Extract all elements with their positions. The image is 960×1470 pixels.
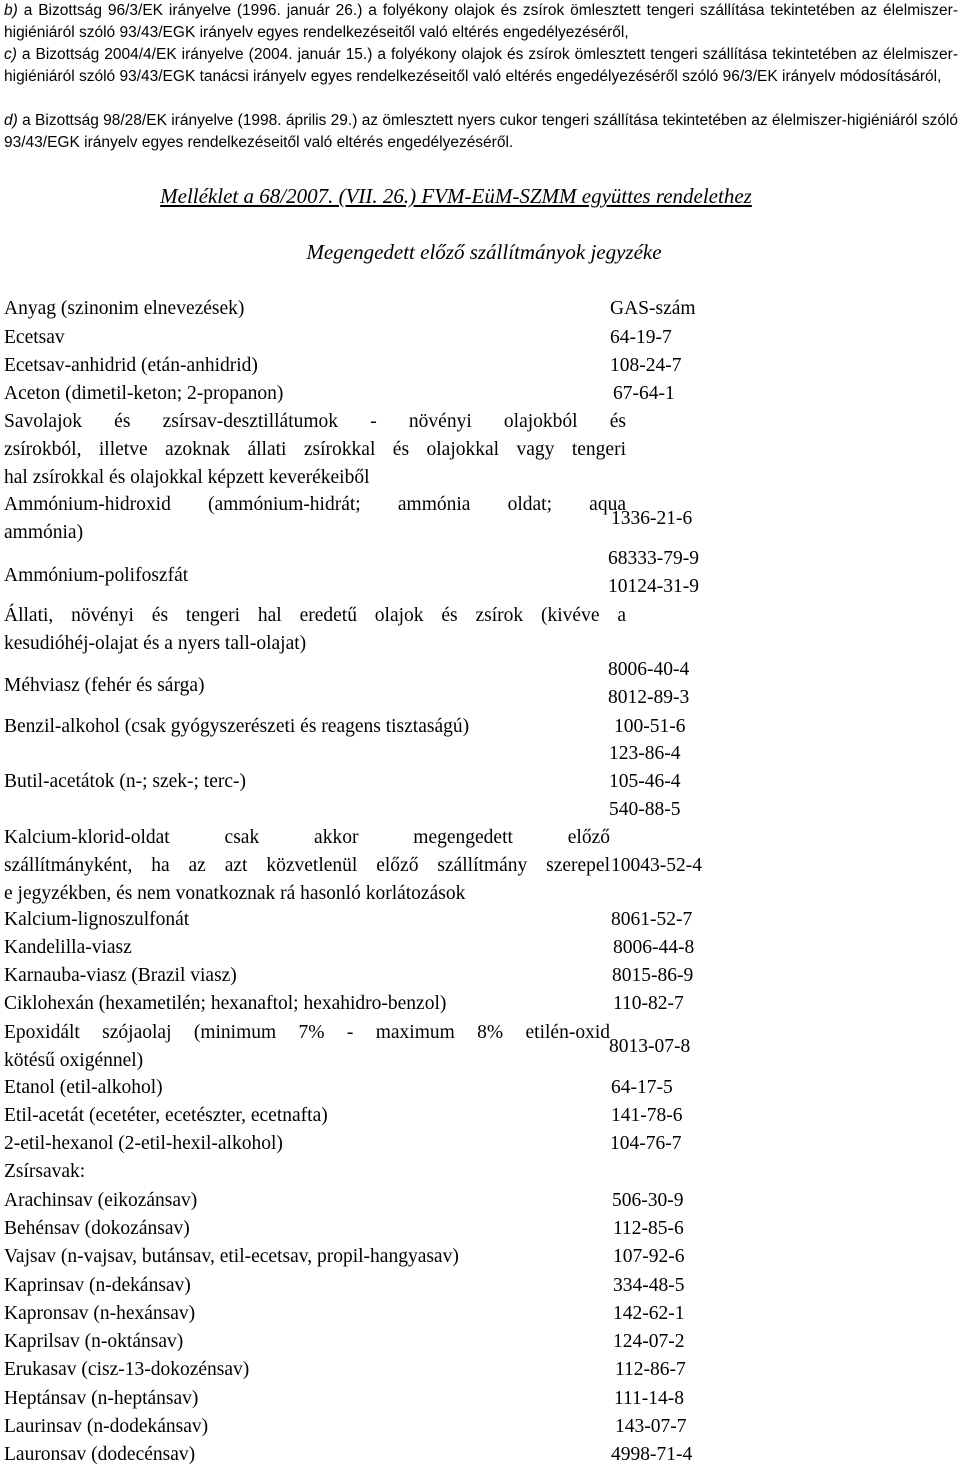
cas-number-line: 1336-21-6 [611,508,693,529]
substance-name-line: kötésű oxigénnel) [4,1050,144,1071]
cas-number-line: 64-17-5 [611,1077,673,1098]
cas-number-line: 123-86-4 [609,743,681,764]
substance-name: Kaprilsav (n-oktánsav) [4,1331,184,1352]
cas-number [613,381,753,409]
cas-number [615,1414,755,1442]
cas-number [608,546,748,602]
substance-name: Etanol (etil-alkohol) [4,1077,163,1098]
cas-number-line: 111-14-8 [614,1388,685,1409]
cas-number-line: 110-82-7 [613,993,684,1014]
cas-number [611,907,751,935]
header-cas: GAS-szám [610,298,696,319]
cas-number-line: 8012-89-3 [608,687,690,708]
substance-name: Ciklohexán (hexametilén; hexanaftol; hexahidro-benzol) [4,993,447,1014]
substance-name-line: e jegyzékben, és nem vonatkoznak rá hasonló korlátozások [4,883,466,904]
substance-name-line: Epoxidált szójaolaj (minimum 7% - maximum 8% etilén-oxid [4,1022,610,1043]
substance-name: Erukasav (cisz-13-dokozénsav) [4,1359,250,1380]
substance-name-line: Savolajok és zsírsav-desztillátumok - növényi olajokból és [4,411,626,432]
annex-title-text: Melléklet a 68/2007. (VII. 26.) FVM-EüM-SZMM együttes rendelethez [160,184,752,208]
substance-name: Méhviasz (fehér és sárga) [4,675,205,696]
substance-name-line: Kalcium-klorid-oldat csak akkor megengedett előző [4,827,610,848]
substance-name [4,1020,610,1076]
substance-name: Behénsav (dokozánsav) [4,1218,190,1239]
substance-name: 2-etil-hexanol (2-etil-hexil-alkohol) [4,1133,283,1154]
cas-number [611,1103,751,1131]
substance-name: Kandelilla-viasz [4,937,132,958]
list-title-text: Megengedett előző szállítmányok jegyzéke [306,240,662,264]
cas-number-line: 8006-40-4 [608,659,690,680]
substance-name-line: zsírokból, illetve azoknak állati zsírokkal és olajokkal vagy tengeri [4,439,626,460]
cas-number [613,1244,753,1272]
intro-item-d [4,110,958,154]
cas-number-line: 64-19-7 [610,327,672,348]
intro-item-c [4,44,958,88]
substance-name: Kalcium-lignoszulfonát [4,909,190,930]
annex-title [0,184,960,209]
substance-name-line: Állati, növényi és tengeri hal eredetű olajok és zsírok (kivéve a [4,605,626,626]
substance-name-line: Ammónium-hidroxid (ammónium-hidrát; ammónia oldat; aqua [4,494,626,515]
cas-number [608,657,748,713]
cas-number [612,963,752,991]
cas-number-line: 8015-86-9 [612,965,694,986]
cas-number-line: 141-78-6 [611,1105,683,1126]
cas-number-line: 104-76-7 [610,1133,682,1154]
cas-number [610,353,750,381]
substance-name: Kapronsav (n-hexánsav) [4,1303,196,1324]
substance-name: Ecetsav-anhidrid (etán-anhidrid) [4,355,258,376]
substance-name: Arachinsav (eikozánsav) [4,1190,198,1211]
cas-number [609,1034,749,1062]
cas-number-line: 112-85-6 [613,1218,684,1239]
cas-number-line: 8006-44-8 [613,937,695,958]
substance-name: Benzil-alkohol (csak gyógyszerészeti és reagens tisztaságú) [4,716,470,737]
cas-number-line: 100-51-6 [614,716,686,737]
intro-text-d: a Bizottság 98/28/EK irányelve (1998. április 29.) az ömlesztett nyers cukor tengeri szállítása tekintetében az élelmiszer-higiéniáról szóló 93/43/EGK irányelv egyes rendelkezéseitől való eltérés engedélyezéséről. [4,112,958,151]
substance-name-line: hal zsírokkal és olajokkal képzett keverékeiből [4,467,370,488]
cas-number-line: 124-07-2 [613,1331,685,1352]
intro-text-c: a Bizottság 2004/4/EK irányelve (2004. január 15.) a folyékony olajok és zsírok ömlesztett tengeri szállítása tekintetében az élelmiszer-higiéniáról szóló 93/43/EGK tanácsi irányelv egyes rendelkezéseitől való eltérés engedélyezéséről szóló 96/3/EK irányelv módosításáról, [4,46,958,85]
list-title [0,240,960,265]
cas-number [610,1131,750,1159]
substance-name: Zsírsavak: [4,1161,86,1182]
cas-number-line: 10043-52-4 [611,855,702,876]
cas-number-line: 105-46-4 [609,771,681,792]
substance-name: Vajsav (n-vajsav, butánsav, etil-ecetsav, propil-hangyasav) [4,1246,459,1267]
cas-number [611,1442,751,1470]
intro-letter-d: d) [4,112,18,129]
cas-number-line: 108-24-7 [610,355,682,376]
substance-name: Karnauba-viasz (Brazil viasz) [4,965,237,986]
cas-number [613,1273,753,1301]
substance-name: Laurinsav (n-dodekánsav) [4,1416,209,1437]
header-name: Anyag (szinonim elnevezések) [4,298,245,319]
cas-number-line: 68333-79-9 [608,548,699,569]
cas-number [613,1301,753,1329]
cas-number [612,1188,752,1216]
cas-number [613,991,753,1019]
cas-number [611,506,751,534]
cas-number-line: 10124-31-9 [608,576,699,597]
cas-number [609,741,749,825]
substance-name [4,825,610,909]
substance-name-line: szállítmányként, ha az azt közvetlenül előző szállítmány szerepel [4,855,610,876]
intro-letter-b: b) [4,2,18,19]
cas-number [611,853,751,881]
cas-number-line: 8013-07-8 [609,1036,691,1057]
cas-number [614,1386,754,1414]
intro-letter-c: c) [4,46,17,63]
cas-number [614,714,754,742]
cas-number-line: 4998-71-4 [611,1444,693,1465]
cas-number [611,1075,751,1103]
intro-text-b: a Bizottság 96/3/EK irányelve (1996. január 26.) a folyékony olajok és zsírok ömlesztett tengeri szállítása tekintetében az élelmiszer-higiéniáról szóló 93/43/EGK irányelv egyes rendelkezéseitől való eltérés engedélyezéséről, [4,2,958,41]
substance-name: Butil-acetátok (n-; szek-; terc-) [4,771,247,792]
cas-number [613,935,753,963]
cas-number [613,1216,753,1244]
substance-name: Heptánsav (n-heptánsav) [4,1388,199,1409]
substance-name-line: ammónia) [4,522,84,543]
substance-name-line: kesudióhéj-olajat és a nyers tall-olajat) [4,633,307,654]
cas-number-line: 107-92-6 [613,1246,685,1267]
cas-number-line: 142-62-1 [613,1303,685,1324]
substance-name: Etil-acetát (ecetéter, ecetészter, ecetnafta) [4,1105,328,1126]
substance-name: Lauronsav (dodecénsav) [4,1444,196,1465]
cas-number-line: 67-64-1 [613,383,675,404]
intro-item-b [4,0,958,44]
cas-number [610,325,750,353]
substance-name: Kaprinsav (n-dekánsav) [4,1275,191,1296]
cas-number-line: 8061-52-7 [611,909,693,930]
cas-number-line: 143-07-7 [615,1416,687,1437]
substance-name [4,603,626,659]
cas-number [615,1357,755,1385]
substance-name: Ecetsav [4,327,65,348]
substance-name [4,492,626,548]
substance-name [4,409,626,493]
cas-number [613,1329,753,1357]
cas-number-line: 540-88-5 [609,799,681,820]
cas-number-line: 506-30-9 [612,1190,684,1211]
cas-number-line: 112-86-7 [615,1359,686,1380]
substance-name: Ammónium-polifoszfát [4,565,189,586]
substance-name: Aceton (dimetil-keton; 2-propanon) [4,383,284,404]
cas-number-line: 334-48-5 [613,1275,685,1296]
